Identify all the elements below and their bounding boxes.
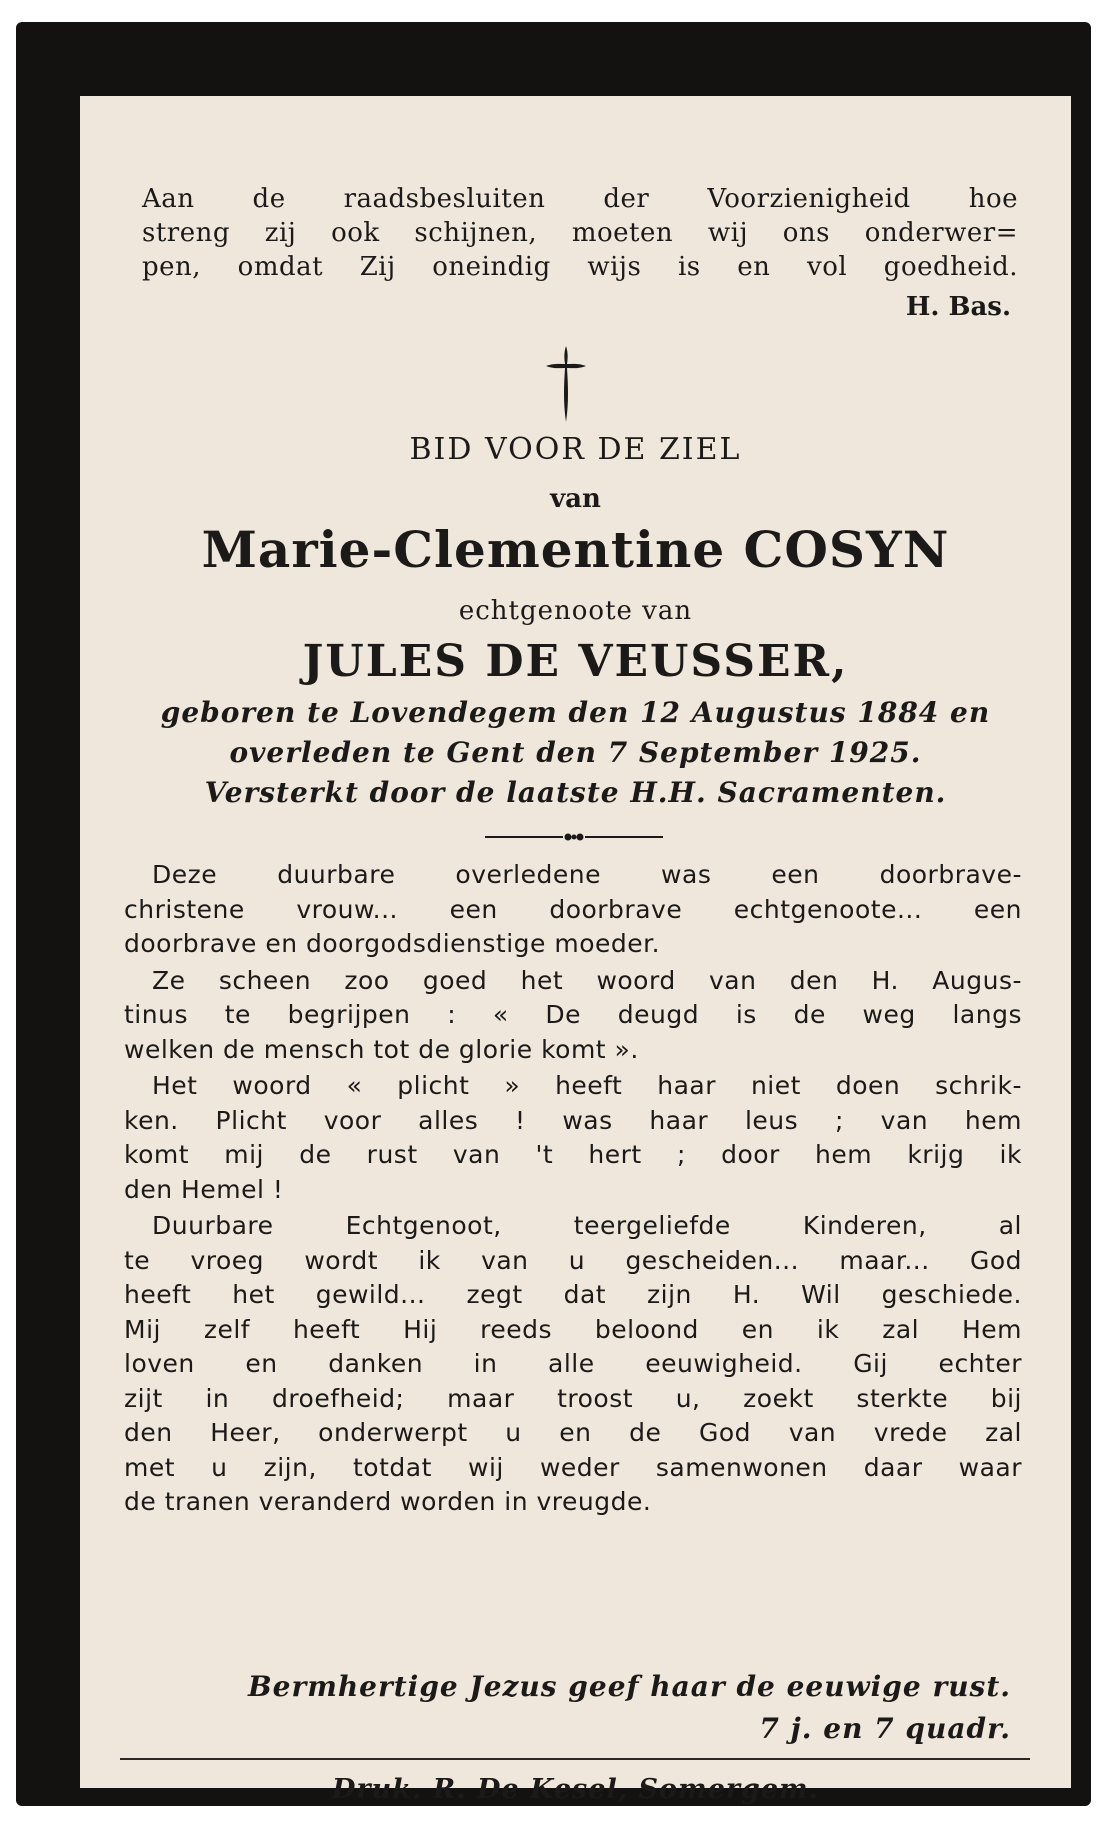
text-line: ken. Plicht voor alles ! was haar leus ; van hem xyxy=(124,1105,1022,1135)
birth-line: geboren te Lovendegem den 12 Augustus 1884 en xyxy=(160,696,991,729)
quote-line: pen, omdat Zij oneindig wijs is en vol goedheid. xyxy=(142,252,1018,282)
printer-credit: Druk. R. De Kesel, Somergem. xyxy=(332,1774,819,1805)
spouse-name: JULES DE VEUSSER, xyxy=(302,636,849,687)
cross-icon xyxy=(544,344,588,424)
prayer-title: BID VOOR DE ZIEL xyxy=(409,432,742,467)
text-line: den Hemel ! xyxy=(124,1174,284,1204)
text-line: den Heer, onderwerpt u en de God van vrede zal xyxy=(124,1418,1022,1447)
text-line: zijt in droefheid; maar troost u, zoekt sterkte bij xyxy=(124,1383,1022,1413)
indulgence-note: 7 j. en 7 quadr. xyxy=(759,1712,1011,1745)
text-line: Ze scheen zoo goed het woord van den H. Augus- xyxy=(152,965,1022,995)
text-line: loven en danken in alle eeuwigheid. Gij echter xyxy=(124,1349,1022,1378)
text-line: christene vrouw... een doorbrave echtgenoote... een xyxy=(124,894,1022,924)
eulogy-text xyxy=(124,858,1022,1522)
van-label: van xyxy=(550,484,601,514)
quote-line: streng zij ook schijnen, moeten wij ons onderwer= xyxy=(142,218,1018,248)
text-line: Deze duurbare overledene was een doorbrave- xyxy=(152,860,1022,889)
text-line: heeft het gewild... zegt dat zijn H. Wil geschiede. xyxy=(124,1280,1022,1309)
text-line: welken de mensch tot de glorie komt ». xyxy=(124,1034,639,1064)
memorial-card xyxy=(80,96,1071,1805)
text-line: de tranen veranderd worden in vreugde. xyxy=(124,1487,652,1516)
sacraments-line: Versterkt door de laatste H.H. Sacramenten. xyxy=(204,776,947,809)
eulogy-paragraph xyxy=(124,858,1022,962)
deceased-name: Marie-Clementine COSYN xyxy=(201,520,950,579)
eulogy-paragraph xyxy=(124,1209,1022,1520)
text-line: Mij zelf heeft Hij reeds beloond en ik zal Hem xyxy=(124,1314,1022,1344)
printer-divider xyxy=(120,1758,1030,1760)
eulogy-paragraph xyxy=(124,964,1022,1068)
spouse-intro: echtgenoote van xyxy=(458,596,693,626)
text-line: tinus te begrijpen : « De deugd is de weg langs xyxy=(124,1000,1022,1029)
text-line: Duurbare Echtgenoot, teergeliefde Kinderen, al xyxy=(152,1211,1022,1240)
text-line: doorbrave en doorgodsdienstige moeder. xyxy=(124,929,661,958)
text-line: te vroeg wordt ik van u gescheiden... maar... God xyxy=(124,1245,1022,1275)
quote-line: Aan de raadsbesluiten der Voorzienigheid hoe xyxy=(142,184,1018,214)
mourning-card-border xyxy=(16,22,1091,1806)
quote-attribution: H. Bas. xyxy=(905,292,1011,322)
text-line: met u zijn, totdat wij weder samenwonen daar waar xyxy=(124,1452,1022,1482)
death-line: overleden te Gent den 7 September 1925. xyxy=(229,736,922,769)
scripture-quote xyxy=(142,182,1018,284)
text-line: komt mij de rust van 't hert ; door hem krijg ik xyxy=(124,1140,1022,1169)
ornament-divider xyxy=(485,832,663,842)
closing-prayer: Bermhertige Jezus geef haar de eeuwige rust. xyxy=(247,1670,1011,1703)
eulogy-paragraph xyxy=(124,1069,1022,1207)
text-line: Het woord « plicht » heeft haar niet doen schrik- xyxy=(152,1071,1022,1100)
